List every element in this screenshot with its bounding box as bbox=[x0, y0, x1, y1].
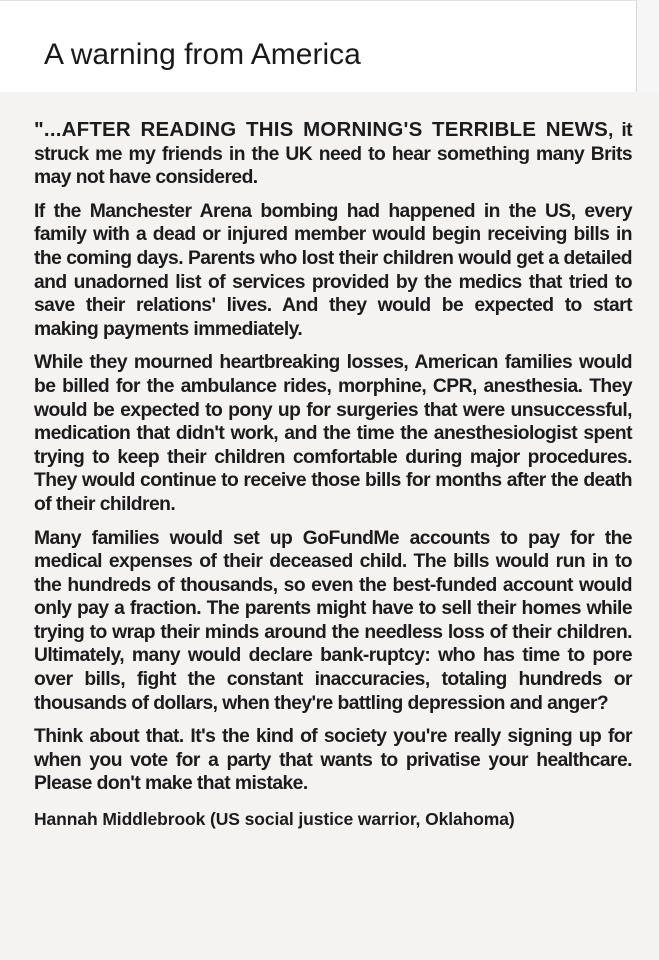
article-text bbox=[34, 118, 632, 830]
newspaper-clipping-image bbox=[0, 92, 659, 960]
article-paragraph-4: Many families would set up GoFundMe accounts to pay for the medical expenses of their deceased child. The bills would run in to the hundreds of thousands, so even the best-funded account would only pay a fraction. The parents might have to sell their homes while trying to wrap their minds around the needless loss of their children. Ultimately, many would declare bank-ruptcy: who has time to pore over bills, fight the constant inaccuracies, totaling hundreds or thousands of dollars, when they're battling depression and anger? bbox=[34, 527, 632, 714]
post-title: A warning from America bbox=[44, 38, 361, 71]
article-paragraph-5: Think about that. It's the kind of society you're really signing up for when you vote for a party that wants to privatise your healthcare. Please don't make that mistake. bbox=[34, 726, 632, 795]
article-paragraph-2: If the Manchester Arena bombing had happened in the US, every family with a dead or injured member would begin receiving bills in the coming days. Parents who lost their children would get a detailed and unadorned list of services provided by the medics that tried to save their relations' lives. And they would be expected to start making payments immediately. bbox=[34, 200, 632, 340]
post-header bbox=[0, 0, 637, 92]
article-paragraph-1 bbox=[34, 118, 632, 190]
article-lead: "...AFTER READING THIS MORNING'S TERRIBLE NEWS bbox=[34, 118, 609, 141]
article-paragraph-3: While they mourned heartbreaking losses, American families would be billed for the ambulance rides, morphine, CPR, anesthesia. They would be expected to pony up for surgeries that were unsuccessful, medication that didn't work, and the time the anesthesiologist spent trying to keep their children comfortable during major procedures. They would continue to receive those bills for months after the death of their children. bbox=[34, 352, 632, 515]
article-signature: Hannah Middlebrook (US social justice warrior, Oklahoma) bbox=[34, 809, 515, 830]
article-paragraph-1-rest: , it struck me my friends in the UK need to hear something many Brits may not have considered. bbox=[34, 120, 632, 189]
